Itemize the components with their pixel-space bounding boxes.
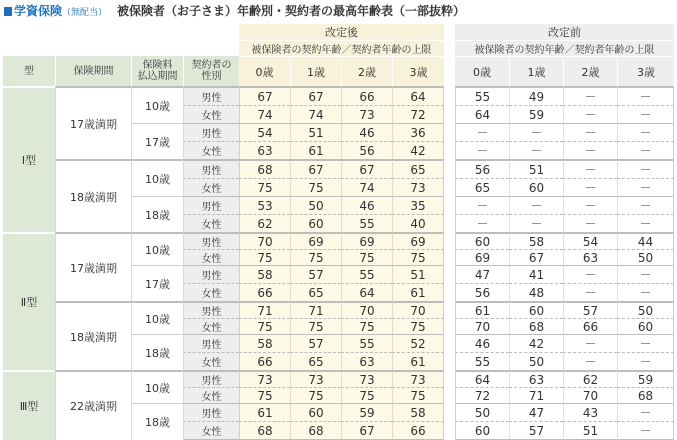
sex-cell: 男性: [183, 403, 239, 421]
before-value-cell: －: [617, 123, 674, 141]
before-value-cell: 64: [455, 370, 509, 387]
after-value-cell: 54: [239, 123, 290, 141]
gap: [444, 105, 455, 123]
after-revision-header: 改定後: [239, 24, 444, 40]
pay-period-cell: 17歳: [131, 265, 183, 301]
section-label: 学資保険: [14, 4, 63, 18]
type-cell: Ⅰ型: [3, 86, 55, 232]
before-value-cell: －: [617, 178, 674, 196]
before-value-cell: －: [455, 141, 509, 159]
before-value-cell: －: [563, 352, 617, 370]
after-value-cell: 62: [239, 214, 290, 232]
before-value-cell: －: [455, 214, 509, 232]
sex-cell: 男性: [183, 301, 239, 318]
sex-cell: 女性: [183, 105, 239, 123]
before-value-cell: 44: [617, 232, 674, 249]
blank-corner: [3, 24, 239, 40]
after-value-cell: 73: [392, 178, 444, 196]
period-cell: 22歳満期: [55, 370, 131, 440]
after-value-cell: 75: [239, 178, 290, 196]
table-row: [3, 232, 674, 249]
before-value-cell: －: [617, 283, 674, 301]
sex-cell: 女性: [183, 178, 239, 196]
before-value-cell: －: [509, 123, 563, 141]
after-value-cell: 68: [239, 421, 290, 440]
after-value-cell: 70: [392, 301, 444, 318]
after-value-cell: 67: [239, 86, 290, 105]
before-value-cell: －: [617, 214, 674, 232]
before-value-cell: －: [617, 421, 674, 440]
after-value-cell: 66: [392, 421, 444, 440]
table-row: [3, 301, 674, 318]
before-value-cell: －: [455, 196, 509, 214]
sex-cell: 男性: [183, 232, 239, 249]
sex-line2: 性別: [201, 71, 222, 82]
section-note: （無配当）: [62, 8, 108, 18]
before-value-cell: 56: [455, 159, 509, 178]
before-revision-header: 改定前: [455, 24, 674, 40]
pay-period-cell: 10歳: [131, 159, 183, 196]
sex-cell: 女性: [183, 214, 239, 232]
after-value-cell: 60: [290, 214, 341, 232]
after-value-cell: 69: [341, 232, 392, 249]
after-value-cell: 75: [341, 249, 392, 265]
after-value-cell: 40: [392, 214, 444, 232]
after-value-cell: 56: [341, 141, 392, 159]
after-value-cell: 60: [290, 403, 341, 421]
before-value-cell: －: [509, 141, 563, 159]
before-value-cell: －: [563, 123, 617, 141]
before-value-cell: 59: [509, 105, 563, 123]
gap: [444, 301, 455, 318]
before-value-cell: 69: [455, 249, 509, 265]
before-value-cell: 57: [509, 421, 563, 440]
square-bullet-icon: [4, 7, 12, 16]
before-value-cell: －: [617, 141, 674, 159]
after-value-cell: 67: [341, 159, 392, 178]
after-value-cell: 73: [239, 370, 290, 387]
before-value-cell: 58: [509, 232, 563, 249]
gap: [444, 249, 455, 265]
before-value-cell: 47: [509, 403, 563, 421]
after-value-cell: 65: [392, 159, 444, 178]
before-value-cell: －: [563, 265, 617, 283]
before-value-cell: －: [617, 403, 674, 421]
gap: [444, 232, 455, 249]
before-value-cell: 59: [617, 370, 674, 387]
before-value-cell: －: [617, 334, 674, 352]
before-value-cell: 62: [563, 370, 617, 387]
after-value-cell: 73: [341, 105, 392, 123]
after-value-cell: 75: [290, 387, 341, 403]
after-value-cell: 51: [290, 123, 341, 141]
gap: [444, 24, 455, 40]
after-value-cell: 67: [290, 86, 341, 105]
after-value-cell: 58: [239, 265, 290, 283]
before-value-cell: －: [509, 214, 563, 232]
after-value-cell: 71: [290, 301, 341, 318]
after-value-cell: 75: [290, 318, 341, 334]
gap: [444, 40, 455, 56]
after-value-cell: 70: [341, 301, 392, 318]
after-value-cell: 71: [239, 301, 290, 318]
gap: [444, 178, 455, 196]
after-value-cell: 72: [392, 105, 444, 123]
after-value-cell: 74: [341, 178, 392, 196]
sex-cell: 男性: [183, 196, 239, 214]
after-value-cell: 63: [341, 352, 392, 370]
after-value-cell: 68: [239, 159, 290, 178]
before-value-cell: 63: [563, 249, 617, 265]
age-limit-table: [3, 24, 674, 440]
before-age-3: 3歳: [617, 56, 674, 86]
pay-period-cell: 18歳: [131, 196, 183, 232]
after-value-cell: 66: [239, 352, 290, 370]
after-value-cell: 75: [239, 318, 290, 334]
after-value-cell: 63: [239, 141, 290, 159]
sex-cell: 女性: [183, 421, 239, 440]
before-value-cell: 41: [509, 265, 563, 283]
gap: [444, 141, 455, 159]
after-value-cell: 73: [341, 370, 392, 387]
sex-cell: 女性: [183, 283, 239, 301]
after-value-cell: 67: [290, 159, 341, 178]
gap: [444, 334, 455, 352]
table-title: 被保険者（お子さま）年齢別・契約者の最高年齢表（一部抜粋）: [117, 4, 466, 18]
before-value-cell: 43: [563, 403, 617, 421]
gap: [444, 159, 455, 178]
after-value-cell: 53: [239, 196, 290, 214]
sex-cell: 男性: [183, 123, 239, 141]
before-age-0: 0歳: [455, 56, 509, 86]
after-value-cell: 61: [290, 141, 341, 159]
before-age-2: 2歳: [563, 56, 617, 86]
sex-cell: 女性: [183, 387, 239, 403]
after-age-2: 2歳: [341, 56, 392, 86]
before-value-cell: －: [455, 123, 509, 141]
period-cell: 18歳満期: [55, 159, 131, 232]
after-value-cell: 70: [239, 232, 290, 249]
gap: [444, 421, 455, 440]
before-value-cell: －: [563, 159, 617, 178]
before-value-cell: 51: [509, 159, 563, 178]
before-value-cell: 60: [509, 178, 563, 196]
sex-column-header: [183, 56, 239, 86]
after-value-cell: 46: [341, 196, 392, 214]
before-value-cell: 46: [455, 334, 509, 352]
before-value-cell: －: [617, 159, 674, 178]
before-value-cell: 49: [509, 86, 563, 105]
after-value-cell: 74: [290, 105, 341, 123]
before-value-cell: －: [509, 196, 563, 214]
after-value-cell: 75: [239, 249, 290, 265]
after-value-cell: 75: [239, 387, 290, 403]
after-value-cell: 75: [290, 178, 341, 196]
pay-period-cell: 17歳: [131, 123, 183, 159]
after-value-cell: 75: [341, 387, 392, 403]
after-value-cell: 64: [392, 86, 444, 105]
blank-corner: [3, 40, 239, 56]
sex-cell: 男性: [183, 334, 239, 352]
after-value-cell: 52: [392, 334, 444, 352]
gap: [444, 352, 455, 370]
after-value-cell: 42: [392, 141, 444, 159]
before-value-cell: 47: [455, 265, 509, 283]
before-value-cell: －: [563, 178, 617, 196]
after-value-cell: 66: [341, 86, 392, 105]
before-value-cell: 65: [455, 178, 509, 196]
before-value-cell: 50: [617, 249, 674, 265]
after-value-cell: 57: [290, 334, 341, 352]
after-value-cell: 46: [341, 123, 392, 141]
before-value-cell: －: [617, 105, 674, 123]
sex-cell: 男性: [183, 86, 239, 105]
after-value-cell: 66: [239, 283, 290, 301]
before-age-1: 1歳: [509, 56, 563, 86]
before-value-cell: －: [563, 196, 617, 214]
before-value-cell: 50: [509, 352, 563, 370]
after-value-cell: 68: [290, 421, 341, 440]
gap: [444, 283, 455, 301]
after-value-cell: 50: [290, 196, 341, 214]
before-value-cell: 60: [617, 318, 674, 334]
before-value-cell: －: [617, 265, 674, 283]
type-cell: Ⅲ型: [3, 370, 55, 440]
after-value-cell: 59: [341, 403, 392, 421]
table-row: [3, 86, 674, 105]
before-value-cell: 60: [455, 232, 509, 249]
before-value-cell: 42: [509, 334, 563, 352]
before-value-cell: 68: [617, 387, 674, 403]
after-value-cell: 61: [392, 283, 444, 301]
after-value-cell: 65: [290, 352, 341, 370]
gap: [444, 403, 455, 421]
after-age-3: 3歳: [392, 56, 444, 86]
before-value-cell: 66: [563, 318, 617, 334]
page-title: [4, 3, 465, 19]
sex-cell: 男性: [183, 370, 239, 387]
sex-line1: 契約者の: [191, 60, 232, 71]
after-value-cell: 74: [239, 105, 290, 123]
after-value-cell: 75: [392, 249, 444, 265]
before-value-cell: 68: [509, 318, 563, 334]
after-subheader: 被保険者の契約年齢／契約者年齢の上限: [239, 40, 444, 56]
pay-period-cell: 10歳: [131, 301, 183, 334]
after-value-cell: 65: [290, 283, 341, 301]
period-cell: 17歳満期: [55, 232, 131, 301]
after-value-cell: 51: [392, 265, 444, 283]
before-value-cell: 60: [509, 301, 563, 318]
gap: [444, 370, 455, 387]
gap: [444, 265, 455, 283]
after-value-cell: 73: [392, 370, 444, 387]
after-value-cell: 55: [341, 334, 392, 352]
before-value-cell: －: [563, 334, 617, 352]
before-value-cell: 56: [455, 283, 509, 301]
pay-period-cell: 10歳: [131, 86, 183, 123]
after-value-cell: 73: [290, 370, 341, 387]
table-row: [3, 159, 674, 178]
sex-cell: 女性: [183, 141, 239, 159]
before-value-cell: 61: [455, 301, 509, 318]
sex-cell: 男性: [183, 159, 239, 178]
pay-period-line2: 払込期間: [137, 71, 178, 82]
after-value-cell: 58: [239, 334, 290, 352]
pay-period-cell: 18歳: [131, 334, 183, 370]
before-value-cell: 70: [563, 387, 617, 403]
before-value-cell: 48: [509, 283, 563, 301]
before-value-cell: 55: [455, 86, 509, 105]
before-value-cell: －: [563, 283, 617, 301]
before-value-cell: 64: [455, 105, 509, 123]
pay-period-cell: 10歳: [131, 370, 183, 403]
type-column-header: 型: [3, 56, 55, 86]
pay-period-line1: 保険料: [142, 60, 173, 71]
sex-cell: 女性: [183, 318, 239, 334]
after-value-cell: 57: [290, 265, 341, 283]
type-cell: Ⅱ型: [3, 232, 55, 370]
after-value-cell: 69: [392, 232, 444, 249]
before-value-cell: －: [617, 86, 674, 105]
before-value-cell: 50: [455, 403, 509, 421]
after-value-cell: 36: [392, 123, 444, 141]
after-value-cell: 61: [392, 352, 444, 370]
after-value-cell: 69: [290, 232, 341, 249]
after-value-cell: 75: [392, 387, 444, 403]
gap: [444, 318, 455, 334]
before-value-cell: 51: [563, 421, 617, 440]
after-value-cell: 55: [341, 265, 392, 283]
before-value-cell: 71: [509, 387, 563, 403]
after-value-cell: 75: [290, 249, 341, 265]
gap: [444, 387, 455, 403]
before-value-cell: －: [563, 86, 617, 105]
before-value-cell: 63: [509, 370, 563, 387]
after-value-cell: 67: [341, 421, 392, 440]
gap: [444, 196, 455, 214]
before-value-cell: －: [617, 352, 674, 370]
period-cell: 17歳満期: [55, 86, 131, 159]
gap: [444, 56, 455, 86]
pay-period-cell: 18歳: [131, 403, 183, 440]
before-value-cell: 55: [455, 352, 509, 370]
gap: [444, 86, 455, 105]
before-value-cell: －: [617, 196, 674, 214]
after-value-cell: 75: [392, 318, 444, 334]
pay-period-cell: 10歳: [131, 232, 183, 265]
after-value-cell: 35: [392, 196, 444, 214]
before-value-cell: 50: [617, 301, 674, 318]
before-value-cell: 72: [455, 387, 509, 403]
after-value-cell: 75: [341, 318, 392, 334]
sex-cell: 男性: [183, 265, 239, 283]
sex-cell: 女性: [183, 352, 239, 370]
before-value-cell: 70: [455, 318, 509, 334]
after-value-cell: 61: [239, 403, 290, 421]
sex-cell: 女性: [183, 249, 239, 265]
before-value-cell: －: [563, 214, 617, 232]
before-value-cell: 67: [509, 249, 563, 265]
after-value-cell: 64: [341, 283, 392, 301]
period-column-header: 保険期間: [55, 56, 131, 86]
after-value-cell: 58: [392, 403, 444, 421]
gap: [444, 214, 455, 232]
after-age-0: 0歳: [239, 56, 290, 86]
before-value-cell: 54: [563, 232, 617, 249]
after-age-1: 1歳: [290, 56, 341, 86]
before-subheader: 被保険者の契約年齢／契約者年齢の上限: [455, 40, 674, 56]
pay-period-column-header: [131, 56, 183, 86]
table-row: [3, 370, 674, 387]
after-value-cell: 55: [341, 214, 392, 232]
gap: [444, 123, 455, 141]
period-cell: 18歳満期: [55, 301, 131, 370]
before-value-cell: 57: [563, 301, 617, 318]
before-value-cell: －: [563, 105, 617, 123]
before-value-cell: －: [563, 141, 617, 159]
before-value-cell: 60: [455, 421, 509, 440]
